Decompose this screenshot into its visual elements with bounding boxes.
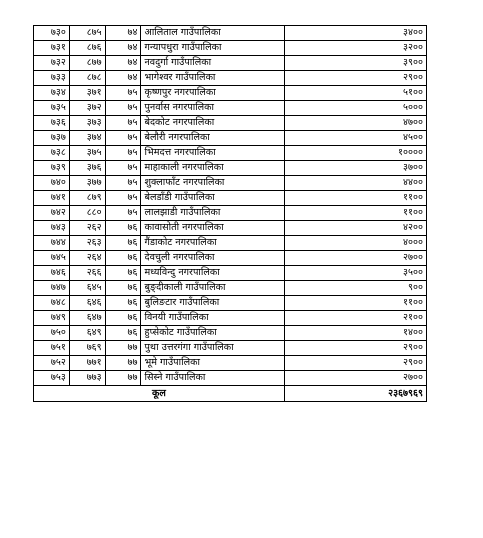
amount-cell: २९०० — [284, 356, 426, 371]
district-code-cell: ७५ — [105, 146, 141, 161]
total-label: कूल — [34, 386, 285, 402]
table-row — [34, 191, 427, 206]
table-row — [34, 101, 427, 116]
amount-cell: ५१०० — [284, 86, 426, 101]
amount-cell: १४०० — [284, 326, 426, 341]
district-code-cell: ७५ — [105, 131, 141, 146]
table-row — [34, 251, 427, 266]
serial-number-cell: ७३५ — [34, 101, 70, 116]
serial-number-cell: ७४६ — [34, 266, 70, 281]
district-code-cell: ७४ — [105, 26, 141, 41]
serial-number-cell: ७४५ — [34, 251, 70, 266]
serial-number-cell: ७३० — [34, 26, 70, 41]
table-row — [34, 41, 427, 56]
amount-cell: ११०० — [284, 296, 426, 311]
code-cell: ८७६ — [69, 41, 105, 56]
table-row — [34, 311, 427, 326]
serial-number-cell: ७४० — [34, 176, 70, 191]
code-cell: ६४६ — [69, 296, 105, 311]
local-body-name-cell: पुथा उत्तरगंगा गाउँपालिका — [141, 341, 284, 356]
table-row — [34, 71, 427, 86]
serial-number-cell: ७३३ — [34, 71, 70, 86]
table-row — [34, 86, 427, 101]
local-body-name-cell: कावासोती नगरपालिका — [141, 221, 284, 236]
serial-number-cell: ७३८ — [34, 146, 70, 161]
district-code-cell: ७५ — [105, 176, 141, 191]
serial-number-cell: ७५३ — [34, 371, 70, 386]
local-body-name-cell: मध्यविन्दु नगरपालिका — [141, 266, 284, 281]
code-cell: ७६९ — [69, 341, 105, 356]
district-code-cell: ७६ — [105, 311, 141, 326]
amount-cell: ४५०० — [284, 131, 426, 146]
amount-cell: ४००० — [284, 236, 426, 251]
serial-number-cell: ७३१ — [34, 41, 70, 56]
code-cell: ३७६ — [69, 161, 105, 176]
district-code-cell: ७४ — [105, 56, 141, 71]
code-cell: ३७७ — [69, 176, 105, 191]
local-body-name-cell: बेदकोट नगरपालिका — [141, 116, 284, 131]
table-row — [34, 116, 427, 131]
local-body-name-cell: भिमदत्त नगरपालिका — [141, 146, 284, 161]
table-row — [34, 26, 427, 41]
local-body-name-cell: विनयी गाउँपालिका — [141, 311, 284, 326]
code-cell: ८८० — [69, 206, 105, 221]
serial-number-cell: ७४४ — [34, 236, 70, 251]
local-body-name-cell: बेलौरी नगरपालिका — [141, 131, 284, 146]
local-body-name-cell: हुप्सेकोट गाउँपालिका — [141, 326, 284, 341]
table-row — [34, 236, 427, 251]
table-row — [34, 341, 427, 356]
code-cell: ३७५ — [69, 146, 105, 161]
code-cell: २६६ — [69, 266, 105, 281]
serial-number-cell: ७३९ — [34, 161, 70, 176]
amount-cell: २९०० — [284, 341, 426, 356]
district-code-cell: ७७ — [105, 356, 141, 371]
code-cell: ६४५ — [69, 281, 105, 296]
code-cell: ८७५ — [69, 26, 105, 41]
amount-cell: ४२०० — [284, 221, 426, 236]
local-body-name-cell: गन्यापधुरा गाउँपालिका — [141, 41, 284, 56]
code-cell: ६४९ — [69, 326, 105, 341]
local-body-name-cell: लालझाडी गाउँपालिका — [141, 206, 284, 221]
local-body-name-cell: माहाकाली नगरपालिका — [141, 161, 284, 176]
local-body-name-cell: भागेश्वर गाउँपालिका — [141, 71, 284, 86]
serial-number-cell: ७३७ — [34, 131, 70, 146]
amount-cell: ३२०० — [284, 41, 426, 56]
serial-number-cell: ७४२ — [34, 206, 70, 221]
amount-cell: ४७०० — [284, 116, 426, 131]
serial-number-cell: ७४७ — [34, 281, 70, 296]
table-row — [34, 146, 427, 161]
serial-number-cell: ७३४ — [34, 86, 70, 101]
table-row — [34, 206, 427, 221]
amount-cell: ३९०० — [284, 56, 426, 71]
district-code-cell: ७४ — [105, 71, 141, 86]
district-code-cell: ७६ — [105, 326, 141, 341]
district-code-cell: ७६ — [105, 251, 141, 266]
code-cell: २६३ — [69, 236, 105, 251]
table-body — [34, 26, 427, 386]
district-code-cell: ७५ — [105, 206, 141, 221]
amount-cell: ५००० — [284, 101, 426, 116]
code-cell: ७७१ — [69, 356, 105, 371]
table-row — [34, 266, 427, 281]
amount-cell: ३७०० — [284, 161, 426, 176]
district-code-cell: ७७ — [105, 371, 141, 386]
serial-number-cell: ७५२ — [34, 356, 70, 371]
amount-cell: १०००० — [284, 146, 426, 161]
local-body-name-cell: कृष्णपुर नगरपालिका — [141, 86, 284, 101]
local-body-name-cell: बुलिङटार गाउँपालिका — [141, 296, 284, 311]
amount-cell: २१०० — [284, 311, 426, 326]
table-row — [34, 176, 427, 191]
amount-cell: ११०० — [284, 191, 426, 206]
code-cell: ६४७ — [69, 311, 105, 326]
amount-cell: २७०० — [284, 371, 426, 386]
amount-cell: ३५०० — [284, 266, 426, 281]
district-code-cell: ७५ — [105, 116, 141, 131]
local-body-name-cell: सिस्ने गाउँपालिका — [141, 371, 284, 386]
local-body-name-cell: पुनर्वास नगरपालिका — [141, 101, 284, 116]
code-cell: ८७८ — [69, 71, 105, 86]
code-cell: ७७३ — [69, 371, 105, 386]
table-row — [34, 131, 427, 146]
local-body-name-cell: भूमे गाउँपालिका — [141, 356, 284, 371]
total-value: २३६७९६९ — [284, 386, 426, 402]
code-cell: ३७२ — [69, 101, 105, 116]
table-row — [34, 356, 427, 371]
amount-cell: २९०० — [284, 71, 426, 86]
serial-number-cell: ७३६ — [34, 116, 70, 131]
district-code-cell: ७५ — [105, 161, 141, 176]
table-row — [34, 161, 427, 176]
district-code-cell: ७६ — [105, 281, 141, 296]
serial-number-cell: ७३२ — [34, 56, 70, 71]
table-row — [34, 371, 427, 386]
amount-cell: ११०० — [284, 206, 426, 221]
serial-number-cell: ७५१ — [34, 341, 70, 356]
district-code-cell: ७५ — [105, 191, 141, 206]
amount-cell: ३४०० — [284, 26, 426, 41]
code-cell: २६४ — [69, 251, 105, 266]
district-code-cell: ७६ — [105, 236, 141, 251]
district-code-cell: ७६ — [105, 221, 141, 236]
serial-number-cell: ७५० — [34, 326, 70, 341]
local-body-name-cell: नवदुर्गा गाउँपालिका — [141, 56, 284, 71]
local-body-name-cell: शुक्लाफाँट नगरपालिका — [141, 176, 284, 191]
local-body-name-cell: आलिताल गाउँपालिका — [141, 26, 284, 41]
table-row — [34, 56, 427, 71]
local-body-name-cell: बुङ्दीकाली गाउँपालिका — [141, 281, 284, 296]
serial-number-cell: ७४८ — [34, 296, 70, 311]
total-row — [34, 386, 427, 402]
serial-number-cell: ७४३ — [34, 221, 70, 236]
serial-number-cell: ७४९ — [34, 311, 70, 326]
amount-cell: २७०० — [284, 251, 426, 266]
table-row — [34, 326, 427, 341]
local-body-name-cell: बेलडाँडी गाउँपालिका — [141, 191, 284, 206]
district-code-cell: ७६ — [105, 296, 141, 311]
amount-cell: ४४०० — [284, 176, 426, 191]
code-cell: ३७३ — [69, 116, 105, 131]
code-cell: २६२ — [69, 221, 105, 236]
local-body-name-cell: गैंडाकोट नगरपालिका — [141, 236, 284, 251]
code-cell: ३७१ — [69, 86, 105, 101]
district-code-cell: ७६ — [105, 266, 141, 281]
code-cell: ३७४ — [69, 131, 105, 146]
code-cell: ८७७ — [69, 56, 105, 71]
local-body-name-cell: देवचुली नगरपालिका — [141, 251, 284, 266]
district-code-cell: ७७ — [105, 341, 141, 356]
code-cell: ८७९ — [69, 191, 105, 206]
allocation-table-sheet — [33, 25, 427, 402]
amount-cell: ९०० — [284, 281, 426, 296]
table-row — [34, 281, 427, 296]
district-code-cell: ७५ — [105, 86, 141, 101]
table-row — [34, 296, 427, 311]
table-row — [34, 221, 427, 236]
allocation-table — [33, 25, 427, 402]
district-code-cell: ७४ — [105, 41, 141, 56]
district-code-cell: ७५ — [105, 101, 141, 116]
serial-number-cell: ७४१ — [34, 191, 70, 206]
